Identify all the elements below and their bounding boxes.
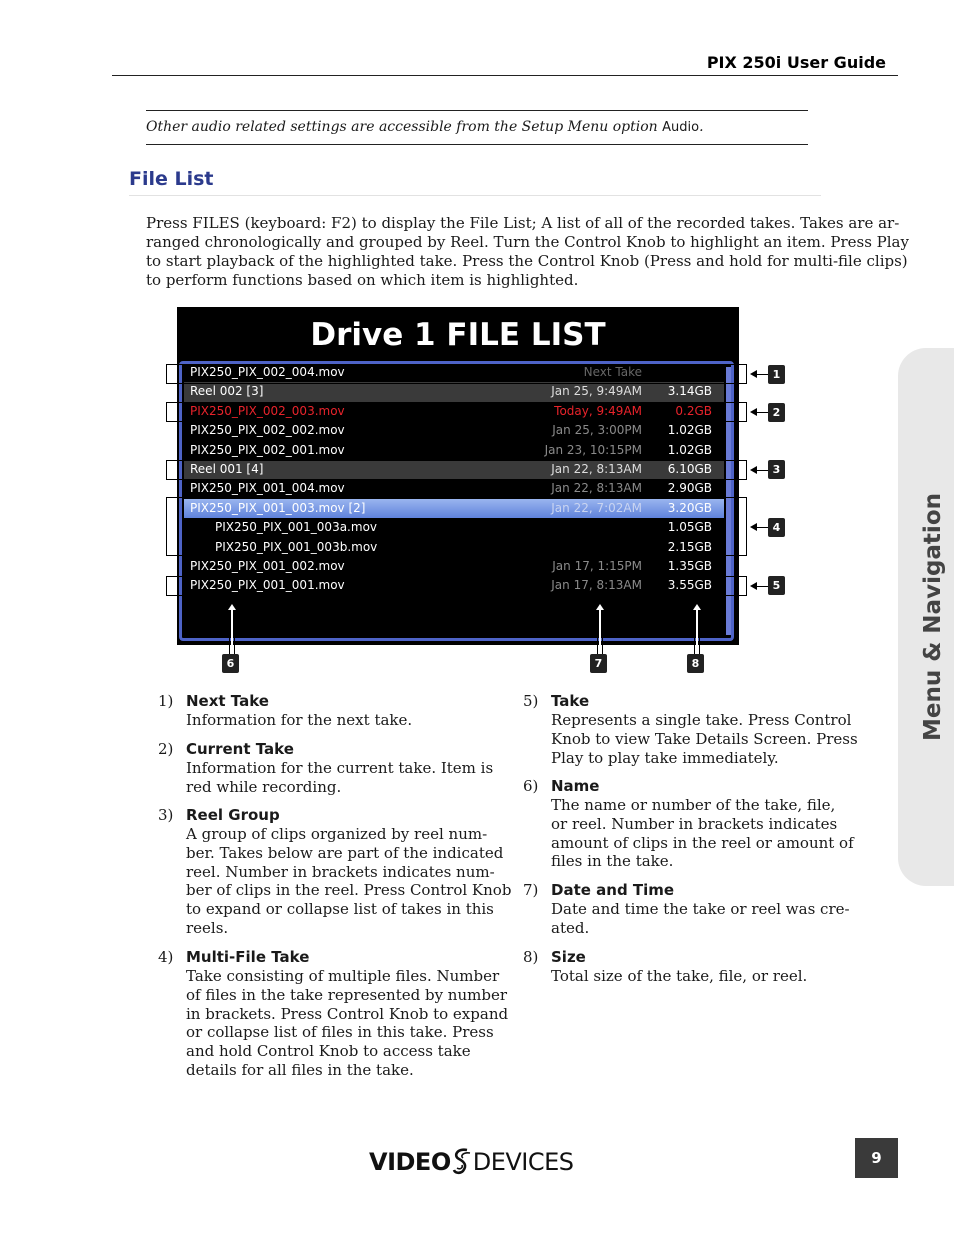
file-size: 1.02GB (667, 423, 712, 438)
definition-term: Multi-File Take (186, 948, 310, 966)
file-size: 6.10GB (667, 461, 712, 476)
file-name: PIX250_PIX_002_004.mov (190, 365, 345, 379)
definition-description (551, 711, 858, 767)
file-row[interactable] (184, 382, 724, 401)
callout-badge: 5 (768, 576, 785, 595)
callout-badge: 3 (768, 460, 785, 479)
page-number: 9 (855, 1138, 898, 1178)
definition-term: Current Take (186, 740, 294, 758)
definition-description (186, 825, 511, 938)
callout-badge: 7 (590, 654, 607, 673)
note-option: Audio (662, 120, 700, 135)
note-end: . (699, 119, 704, 135)
definition-term: Next Take (186, 692, 269, 710)
intro-line: to start playback of the highlighted take. Press the Control Knob (Press and hold for multi-file clips) (146, 252, 908, 270)
file-row[interactable] (184, 557, 724, 576)
file-name: PIX250_PIX_001_002.mov (190, 558, 345, 573)
callout-badge: 6 (222, 654, 239, 673)
file-date: Jan 22, 7:02AM (551, 500, 642, 515)
definition-line: Information for the current take. Item is (186, 759, 494, 777)
file-date: Next Take (583, 365, 642, 379)
definition-description (551, 967, 807, 986)
definition-line: Play to play take immediately. (551, 748, 779, 767)
definition-line: The name or number of the take, file, (551, 796, 836, 814)
callout-arrow-icon (750, 523, 757, 531)
logo-left: VIDEO (369, 1148, 451, 1176)
logo-right: DEVICES (472, 1148, 574, 1176)
definition-term: Reel Group (186, 806, 280, 824)
file-name: PIX250_PIX_001_003a.mov (215, 520, 378, 535)
definition-line: Date and time the take or reel was cre- (551, 900, 850, 918)
video-devices-logo (369, 1146, 574, 1176)
callout-box-multi-file (166, 497, 747, 556)
definition-number: 5) (523, 692, 539, 710)
definition-line: Represents a single take. Press Control (551, 711, 852, 729)
callout-arrow-icon (750, 370, 757, 378)
definition-description (551, 900, 850, 938)
file-size: 3.20GB (667, 500, 712, 515)
file-date: Today, 9:49AM (554, 403, 642, 418)
callout-badge: 1 (768, 365, 785, 384)
definition-line: ber. Takes below are part of the indicated (186, 843, 504, 862)
file-size: 3.55GB (667, 578, 712, 593)
definition-number: 3) (158, 806, 174, 824)
callout-badge: 8 (687, 654, 704, 673)
note-text (146, 119, 704, 135)
definition-line: reel. Number in brackets indicates num- (186, 862, 495, 881)
definition-line: Knob to view Take Details Screen. Press (551, 729, 858, 748)
definition-number: 1) (158, 692, 174, 710)
intro-line: Press FILES (keyboard: F2) to display the File List; A list of all of the recorded takes. Takes are ar- (146, 214, 900, 232)
file-size: 2.15GB (667, 539, 712, 554)
definition-line: A group of clips organized by reel num- (186, 825, 488, 843)
file-size: 3.14GB (667, 384, 712, 399)
definition-line: red while recording. (186, 777, 342, 796)
definition-description (186, 967, 508, 1080)
file-name: PIX250_PIX_002_001.mov (190, 442, 345, 457)
definition-line: of files in the take represented by number (186, 985, 508, 1004)
callout-arrow-icon (750, 466, 757, 474)
file-size: 1.02GB (667, 442, 712, 457)
file-name: PIX250_PIX_002_003.mov (190, 403, 345, 418)
definition-line: to expand or collapse list of takes in this (186, 900, 494, 919)
intro-line: to perform functions based on which item is highlighted. (146, 271, 579, 289)
definition-line: reels. (186, 918, 229, 937)
definition-line: details for all files in the take. (186, 1060, 414, 1079)
callout-box-take (166, 576, 747, 596)
file-size: 1.05GB (667, 520, 712, 535)
file-name: PIX250_PIX_001_004.mov (190, 481, 345, 496)
pointer-line (696, 610, 698, 654)
file-size: 0.2GB (675, 403, 712, 418)
swirl-icon (451, 1146, 473, 1176)
definition-number: 7) (523, 881, 539, 899)
file-size: 1.35GB (667, 558, 712, 573)
section-title: File List (129, 168, 214, 190)
callout-badge: 2 (768, 403, 785, 422)
file-date: Jan 22, 8:13AM (551, 481, 642, 496)
definition-description (186, 759, 493, 797)
file-row[interactable] (184, 479, 724, 498)
header-rule (112, 75, 898, 76)
definition-line: in brackets. Press Control Knob to expand (186, 1004, 509, 1023)
file-date: Jan 25, 3:00PM (552, 423, 642, 438)
definition-term: Size (551, 948, 586, 966)
note-sentence: Other audio related settings are accessible from the Setup Menu option (146, 119, 663, 135)
file-name: PIX250_PIX_002_002.mov (190, 423, 345, 438)
note-box (146, 110, 808, 145)
callout-arrow-icon (750, 408, 757, 416)
callout-box-next-take (166, 364, 747, 384)
pointer-line (231, 610, 233, 654)
file-name: Reel 002 [3] (190, 384, 264, 399)
file-date: Jan 23, 10:15PM (544, 442, 642, 457)
section-side-tab (898, 348, 954, 886)
definition-number: 8) (523, 948, 539, 966)
definition-number: 2) (158, 740, 174, 758)
definition-number: 4) (158, 948, 174, 966)
pointer-line (599, 610, 601, 654)
definition-term: Take (551, 692, 590, 710)
definition-description (551, 796, 854, 871)
definition-description (186, 711, 412, 730)
file-name: PIX250_PIX_001_003b.mov (215, 539, 378, 554)
file-date: Jan 17, 8:13AM (551, 578, 642, 593)
intro-paragraph (146, 214, 909, 290)
file-date: Jan 22, 8:13AM (551, 461, 642, 476)
callout-box-reel-group (166, 460, 747, 480)
file-name: Reel 001 [4] (190, 461, 264, 476)
section-rule (129, 195, 821, 196)
definition-line: or collapse list of files in this take. Press (186, 1023, 494, 1042)
definition-line: amount of clips in the reel or amount of (551, 833, 854, 852)
file-date: Jan 25, 9:49AM (551, 384, 642, 399)
definition-line: Take consisting of multiple files. Number (186, 967, 500, 985)
file-date: Jan 17, 1:15PM (552, 558, 642, 573)
file-name: PIX250_PIX_001_003.mov [2] (190, 500, 366, 515)
file-size: 2.90GB (667, 481, 712, 496)
definition-line: files in the take. (551, 852, 674, 871)
file-name: PIX250_PIX_001_001.mov (190, 578, 345, 593)
definition-line: ated. (551, 918, 590, 937)
callout-box-current-take (166, 402, 747, 422)
definition-term: Date and Time (551, 881, 675, 899)
side-tab-label: Menu & Navigation (920, 493, 946, 741)
intro-line: ranged chronologically and grouped by Reel. Turn the Control Knob to highlight an item. Press Play (146, 233, 909, 251)
definition-term: Name (551, 777, 600, 795)
callout-arrow-icon (750, 582, 757, 590)
definition-line: Information for the next take. (186, 711, 413, 729)
guide-title: PIX 250i User Guide (706, 53, 886, 72)
definition-line: or reel. Number in brackets indicates (551, 814, 838, 833)
definition-line: ber of clips in the reel. Press Control Knob (186, 881, 512, 900)
file-row[interactable] (184, 421, 724, 440)
file-row[interactable] (184, 441, 724, 460)
screenshot-title: Drive 1 FILE LIST (310, 317, 606, 353)
definition-line: Total size of the take, file, or reel. (551, 967, 808, 985)
definition-line: and hold Control Knob to access take (186, 1042, 471, 1061)
definition-number: 6) (523, 777, 539, 795)
callout-badge: 4 (768, 518, 785, 537)
